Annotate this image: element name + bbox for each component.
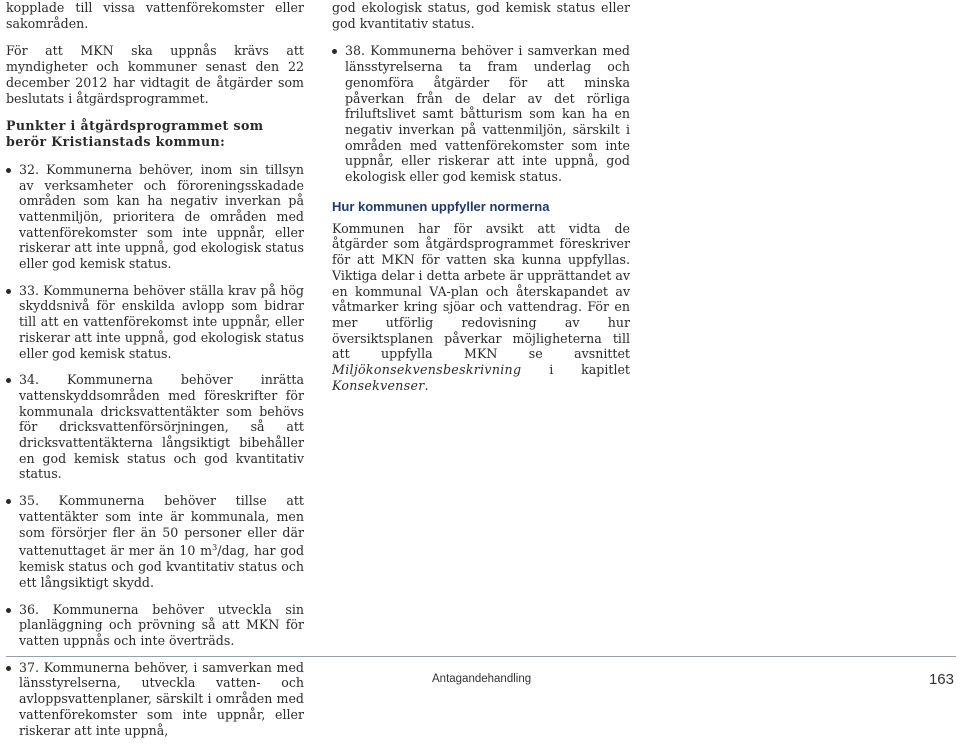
list-item — [6, 660, 304, 739]
page-number: 163 — [928, 671, 954, 688]
item-text: 37. Kommunerna behöver, i samverkan med länsstyrelserna, utveckla vatten- och avloppsvattenplaner, särskilt i områden med vattenförekomster som inte uppnår, eller riskerar att inte uppnå, — [19, 659, 304, 738]
item-text-before: 35. Kommunerna behöver tillse att vattentäkter som inte är kommunala, men som försörjer fler än 50 personer eller där vattenuttaget är mer än 10 m — [19, 493, 304, 559]
action-list-continued — [332, 43, 630, 184]
bullet-icon — [6, 378, 11, 383]
footer-label: Antagandehandling — [432, 673, 532, 685]
body-text: Kommunen har för avsikt att vidta de åtgärder som åtgärdsprogrammet föreskriver för att MKN för vatten ska kunna uppfyllas. Viktiga delar i detta arbete är upprättandet av en kommunal VA-plan och återskapandet av våtmarker kring sjöar och vattendrag. För en mer utförlig redovisning av hur översiktsplanen påverkar möjligheterna till att uppfylla MKN se avsnittet — [332, 220, 630, 362]
section-heading: Hur kommunen uppfyller normerna — [332, 198, 550, 214]
list-item — [6, 162, 304, 272]
left-column — [6, 0, 304, 749]
continuation-text: god ekologisk status, god kemisk status eller god kvantitativ status. — [332, 0, 630, 31]
bullet-icon — [6, 168, 11, 173]
bullet-icon — [6, 608, 11, 613]
subheading: Punkter i åtgärdsprogrammet som berör Kristianstads kommun: — [6, 118, 264, 150]
bullet-icon — [6, 289, 11, 294]
list-item — [6, 493, 304, 590]
superscript: 3 — [212, 543, 218, 553]
list-item — [6, 602, 304, 649]
reference-konsekvenser: Konsekvenser — [332, 377, 425, 393]
item-text-after: /dag, har god kemisk status och god kvantitativ status och ett långsiktigt skydd. — [19, 543, 305, 590]
item-text: 33. Kommunerna behöver ställa krav på hög skyddsnivå för enskilda avlopp som bidrar till att en vattenförekomst inte uppnår, eller riskerar att inte uppnå, god ekologisk status eller god kemisk status. — [19, 282, 304, 361]
item-text: 36. Kommunerna behöver utveckla sin planläggning och prövning så att MKN för vatten uppnås och inte överträds. — [19, 601, 304, 648]
footer-divider — [6, 656, 956, 657]
item-text: 32. Kommunerna behöver, inom sin tillsyn av verksamheter och föroreningsskadade områden som kan ha negativ inverkan på vattenmiljön, prioritera de områden med vattenförekomster som inte uppnår, eller riskerar att inte uppnå, god ekologisk status eller god kemisk status. — [19, 161, 304, 272]
list-item — [6, 283, 304, 362]
intro-fragment: kopplade till vissa vattenförekomster eller sakområden. — [6, 0, 304, 31]
item-text — [19, 493, 304, 590]
body-end: . — [424, 377, 429, 393]
body-paragraph — [332, 221, 630, 394]
body-mid: i kapitlet — [521, 362, 630, 378]
bullet-icon — [332, 49, 337, 54]
mkn-paragraph: För att MKN ska uppnås krävs att myndigheter och kommuner senast den 22 december 2012 har vidtagit de åtgärder som beslutats i åtgärdsprogrammet. — [6, 43, 304, 106]
action-list — [6, 162, 304, 738]
list-item — [332, 43, 630, 184]
item-text: 38. Kommunerna behöver i samverkan med länsstyrelserna ta fram underlag och genomföra åtgärder för att minska påverkan från de delar av det rörliga friluftslivet samt båtturism som kan ha en negativ inverkan på vattenmiljön, särskilt i områden med vattenförekomster som inte uppnår, eller riskerar att inte uppnå, god ekologisk eller god kemisk status. — [345, 43, 630, 185]
reference-miljokonsekvens: Miljökonsekvensbeskrivning — [332, 362, 522, 378]
right-column — [332, 0, 630, 405]
bullet-icon — [6, 666, 11, 671]
bullet-icon — [6, 499, 11, 504]
list-item — [6, 372, 304, 482]
item-text: 34. Kommunerna behöver inrätta vattenskyddsområden med föreskrifter för kommunala dricksvattentäkter som behövs för dricksvattenförsörjningen, så att dricksvattentäkterna långsiktigt bibehåller en god kemisk status och god kvantitativ status. — [19, 372, 304, 482]
